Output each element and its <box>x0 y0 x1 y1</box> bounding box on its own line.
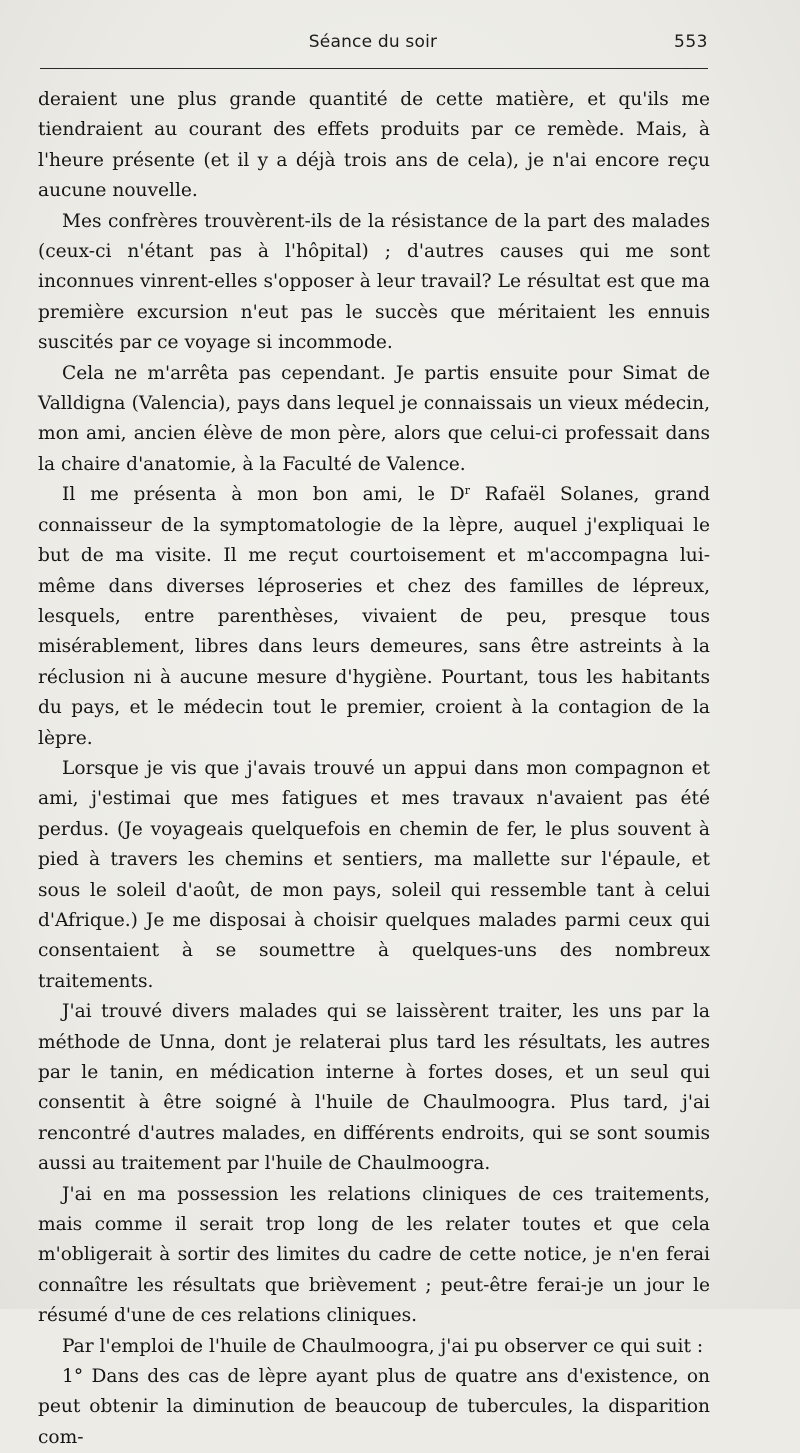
paragraph-3: Cela ne m'arrêta pas cependant. Je partis ensuite pour Simat de Valldigna (Valencia), pays dans lequel je connaissais un vieux médecin, mon ami, ancien élève de mon père, alors que celui-ci professait dans la chaire d'anatomie, à la Faculté de Valence. <box>38 362 710 475</box>
page-number: 553 <box>674 32 708 52</box>
paragraph-9: 1° Dans des cas de lèpre ayant plus de quatre ans d'existence, on peut obtenir la diminution de beaucoup de tubercules, la disparition com- <box>38 1366 710 1448</box>
paragraph-4 <box>38 480 710 754</box>
paragraph-4-rest: Rafaël Solanes, grand connaisseur de la symptomatologie de la lèpre, auquel j'expliquai le but de ma visite. Il me reçut courtoisement et m'accompagna lui-même dans diverses léproseries et chez des familles de lépreux, lesquels, entre parenthèses, vivaient de peu, presque tous misérablement, libres dans leurs demeures, sans être astreints à la réclusion ni à aucune mesure d'hygiène. Pourtant, tous les habitants du pays, et le médecin tout le premier, croient à la contagion de la lèpre. <box>38 484 710 749</box>
paragraph-6: J'ai trouvé divers malades qui se laissèrent traiter, les uns par la méthode de Unna, dont je relaterai plus tard les résultats, les autres par le tanin, en médication interne à fortes doses, et un seul qui consentit à être soigné à l'huile de Chaulmoogra. Plus tard, j'ai rencontré d'autres malades, en différents endroits, qui se sont soumis aussi au traitement par l'huile de Chaulmoogra. <box>38 1001 710 1175</box>
paragraph-4-start: Il me présenta à mon bon ami, le D <box>62 484 465 506</box>
body-text <box>38 85 710 1453</box>
paragraph-2: Mes confrères trouvèrent-ils de la résistance de la part des malades (ceux-ci n'étant pas à l'hôpital) ; d'autres causes qui me sont inconnues vinrent-elles s'opposer à leur travail? Le résultat est que ma première excursion n'eut pas le succès que méritaient les ennuis suscités par ce voyage si incommode. <box>38 210 710 354</box>
header-rule <box>40 68 708 69</box>
paragraph-1: deraient une plus grande quantité de cette matière, et qu'ils me tiendraient au courant des effets produits par ce remède. Mais, à l'heure présente (et il y a déjà trois ans de cela), je n'ai encore reçu aucune nouvelle. <box>38 89 710 202</box>
running-title: Séance du soir <box>308 32 438 52</box>
doctor-abbrev-superscript: r <box>464 484 470 498</box>
paragraph-7: J'ai en ma possession les relations cliniques de ces traitements, mais comme il serait trop long de les relater toutes et que cela m'obligerait à sortir des limites du cadre de cette notice, je n'en ferai connaître les résultats que brièvement ; peut-être ferai-je un jour le résumé d'une de ces relations cliniques. <box>38 1183 710 1327</box>
paragraph-8: Par l'emploi de l'huile de Chaulmoogra, j'ai pu observer ce qui suit : <box>62 1335 704 1357</box>
running-head <box>38 30 708 60</box>
paragraph-5: Lorsque je vis que j'avais trouvé un appui dans mon compagnon et ami, j'estimai que mes fatigues et mes travaux n'avaient pas été perdus. (Je voyageais quelquefois en chemin de fer, le plus souvent à pied à travers les chemins et sentiers, ma mallette sur l'épaule, et sous le soleil d'août, de mon pays, soleil qui ressemble tant à celui d'Afrique.) Je me disposai à choisir quelques malades parmi ceux qui consentaient à se soumettre à quelques-uns des nombreux traitements. <box>38 757 710 992</box>
